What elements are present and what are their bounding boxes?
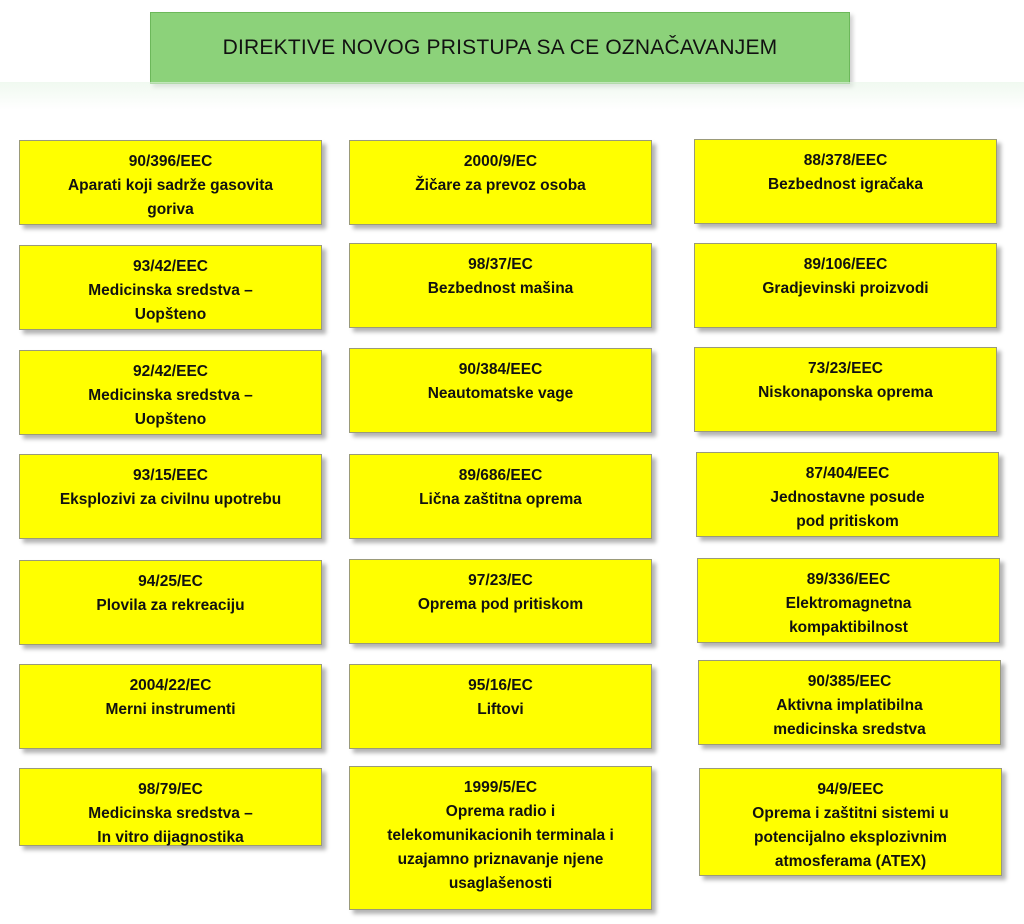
directive-box: [19, 245, 322, 330]
directive-name-line: Aktivna implatibilna: [776, 697, 923, 714]
directive-box: [349, 664, 652, 749]
directive-box: [349, 559, 652, 644]
directive-code: 95/16/EC: [468, 677, 533, 694]
directive-name-line: Oprema radio i: [445, 803, 556, 820]
directive-name-line: potencijalno eksplozivnim: [754, 829, 947, 846]
directive-box: [19, 140, 322, 225]
directive-name-line: pod pritiskom: [796, 513, 899, 530]
directive-box: [19, 454, 322, 539]
directive-name-line: Oprema i zaštitni sistemi u: [752, 805, 949, 822]
directive-name-line: Jednostavne posude: [770, 489, 925, 506]
title-shadow-band: [0, 82, 1024, 110]
directive-code: 93/42/EEC: [133, 258, 208, 275]
directive-name-line: Oprema pod pritiskom: [417, 596, 584, 613]
directive-name-line: Merni instrumenti: [105, 701, 236, 718]
directive-box: [349, 348, 652, 433]
directive-name-line: Eksplozivi za civilnu upotrebu: [59, 491, 282, 508]
directive-name-line: Niskonaponska oprema: [758, 384, 933, 401]
directive-code: 97/23/EC: [468, 572, 533, 589]
directive-box: [694, 139, 997, 224]
directive-name-line: medicinska sredstva: [773, 721, 926, 738]
directive-name-line: Lična zaštitna oprema: [419, 491, 582, 508]
directive-box: [697, 558, 1000, 643]
directive-code: 90/384/EEC: [458, 361, 543, 378]
directive-name-line: goriva: [147, 201, 194, 218]
directive-code: 2000/9/EC: [463, 153, 538, 170]
directive-box: [699, 768, 1002, 876]
directive-box: [694, 347, 997, 432]
directive-name-line: Uopšteno: [134, 411, 207, 428]
directive-name-line: Gradjevinski proizvodi: [762, 280, 929, 297]
directive-box: [19, 768, 322, 846]
directive-code: 94/9/EEC: [817, 781, 884, 798]
directive-code: 87/404/EEC: [805, 465, 890, 482]
directive-box: [19, 560, 322, 645]
directive-code: 2004/22/EC: [129, 677, 212, 694]
directive-name-line: kompaktibilnost: [789, 619, 908, 636]
directive-name-line: Medicinska sredstva –: [88, 805, 253, 822]
directive-name-line: Neautomatske vage: [427, 385, 574, 402]
directive-name-line: atmosferama (ATEX): [774, 853, 927, 870]
directive-name-line: Plovila za rekreaciju: [96, 597, 245, 614]
directive-box: [349, 766, 652, 910]
directive-code: 94/25/EC: [138, 573, 203, 590]
directive-code: 89/686/EEC: [458, 467, 543, 484]
directive-box: [349, 454, 652, 539]
directive-name-line: usaglašenosti: [448, 875, 553, 892]
directive-code: 90/385/EEC: [807, 673, 892, 690]
directive-name-line: telekomunikacionih terminala i: [387, 827, 614, 844]
directive-box: [696, 452, 999, 537]
directive-name-line: uzajamno priznavanje njene: [397, 851, 604, 868]
directive-box: [19, 664, 322, 749]
directive-code: 73/23/EEC: [808, 360, 883, 377]
directive-code: 89/336/EEC: [806, 571, 891, 588]
directive-name-line: Medicinska sredstva –: [88, 387, 253, 404]
directive-code: 1999/5/EC: [463, 779, 538, 796]
directive-code: 90/396/EEC: [128, 153, 213, 170]
directive-name-line: Bezbednost igračaka: [767, 176, 924, 193]
directive-name-line: Elektromagnetna: [785, 595, 912, 612]
diagram-title: DIREKTIVE NOVOG PRISTUPA SA CE OZNAČAVANJEM: [150, 12, 850, 84]
directive-code: 93/15/EEC: [133, 467, 208, 484]
directive-code: 88/378/EEC: [803, 152, 888, 169]
directive-name-line: Aparati koji sadrže gasovita: [67, 177, 274, 194]
directive-box: [694, 243, 997, 328]
directive-code: 98/79/EC: [138, 781, 203, 798]
directive-code: 92/42/EEC: [133, 363, 208, 380]
directive-name-line: Bezbednost mašina: [427, 280, 574, 297]
directive-box: [19, 350, 322, 435]
directive-name-line: Medicinska sredstva –: [88, 282, 253, 299]
directive-name-line: Uopšteno: [134, 306, 207, 323]
directive-box: [698, 660, 1001, 745]
directive-box: [349, 243, 652, 328]
directive-box: [349, 140, 652, 225]
directive-name-line: In vitro dijagnostika: [97, 829, 244, 846]
directive-name-line: Žičare za prevoz osoba: [415, 177, 586, 194]
directive-name-line: Liftovi: [477, 701, 524, 718]
directive-code: 89/106/EEC: [803, 256, 888, 273]
directive-code: 98/37/EC: [468, 256, 533, 273]
